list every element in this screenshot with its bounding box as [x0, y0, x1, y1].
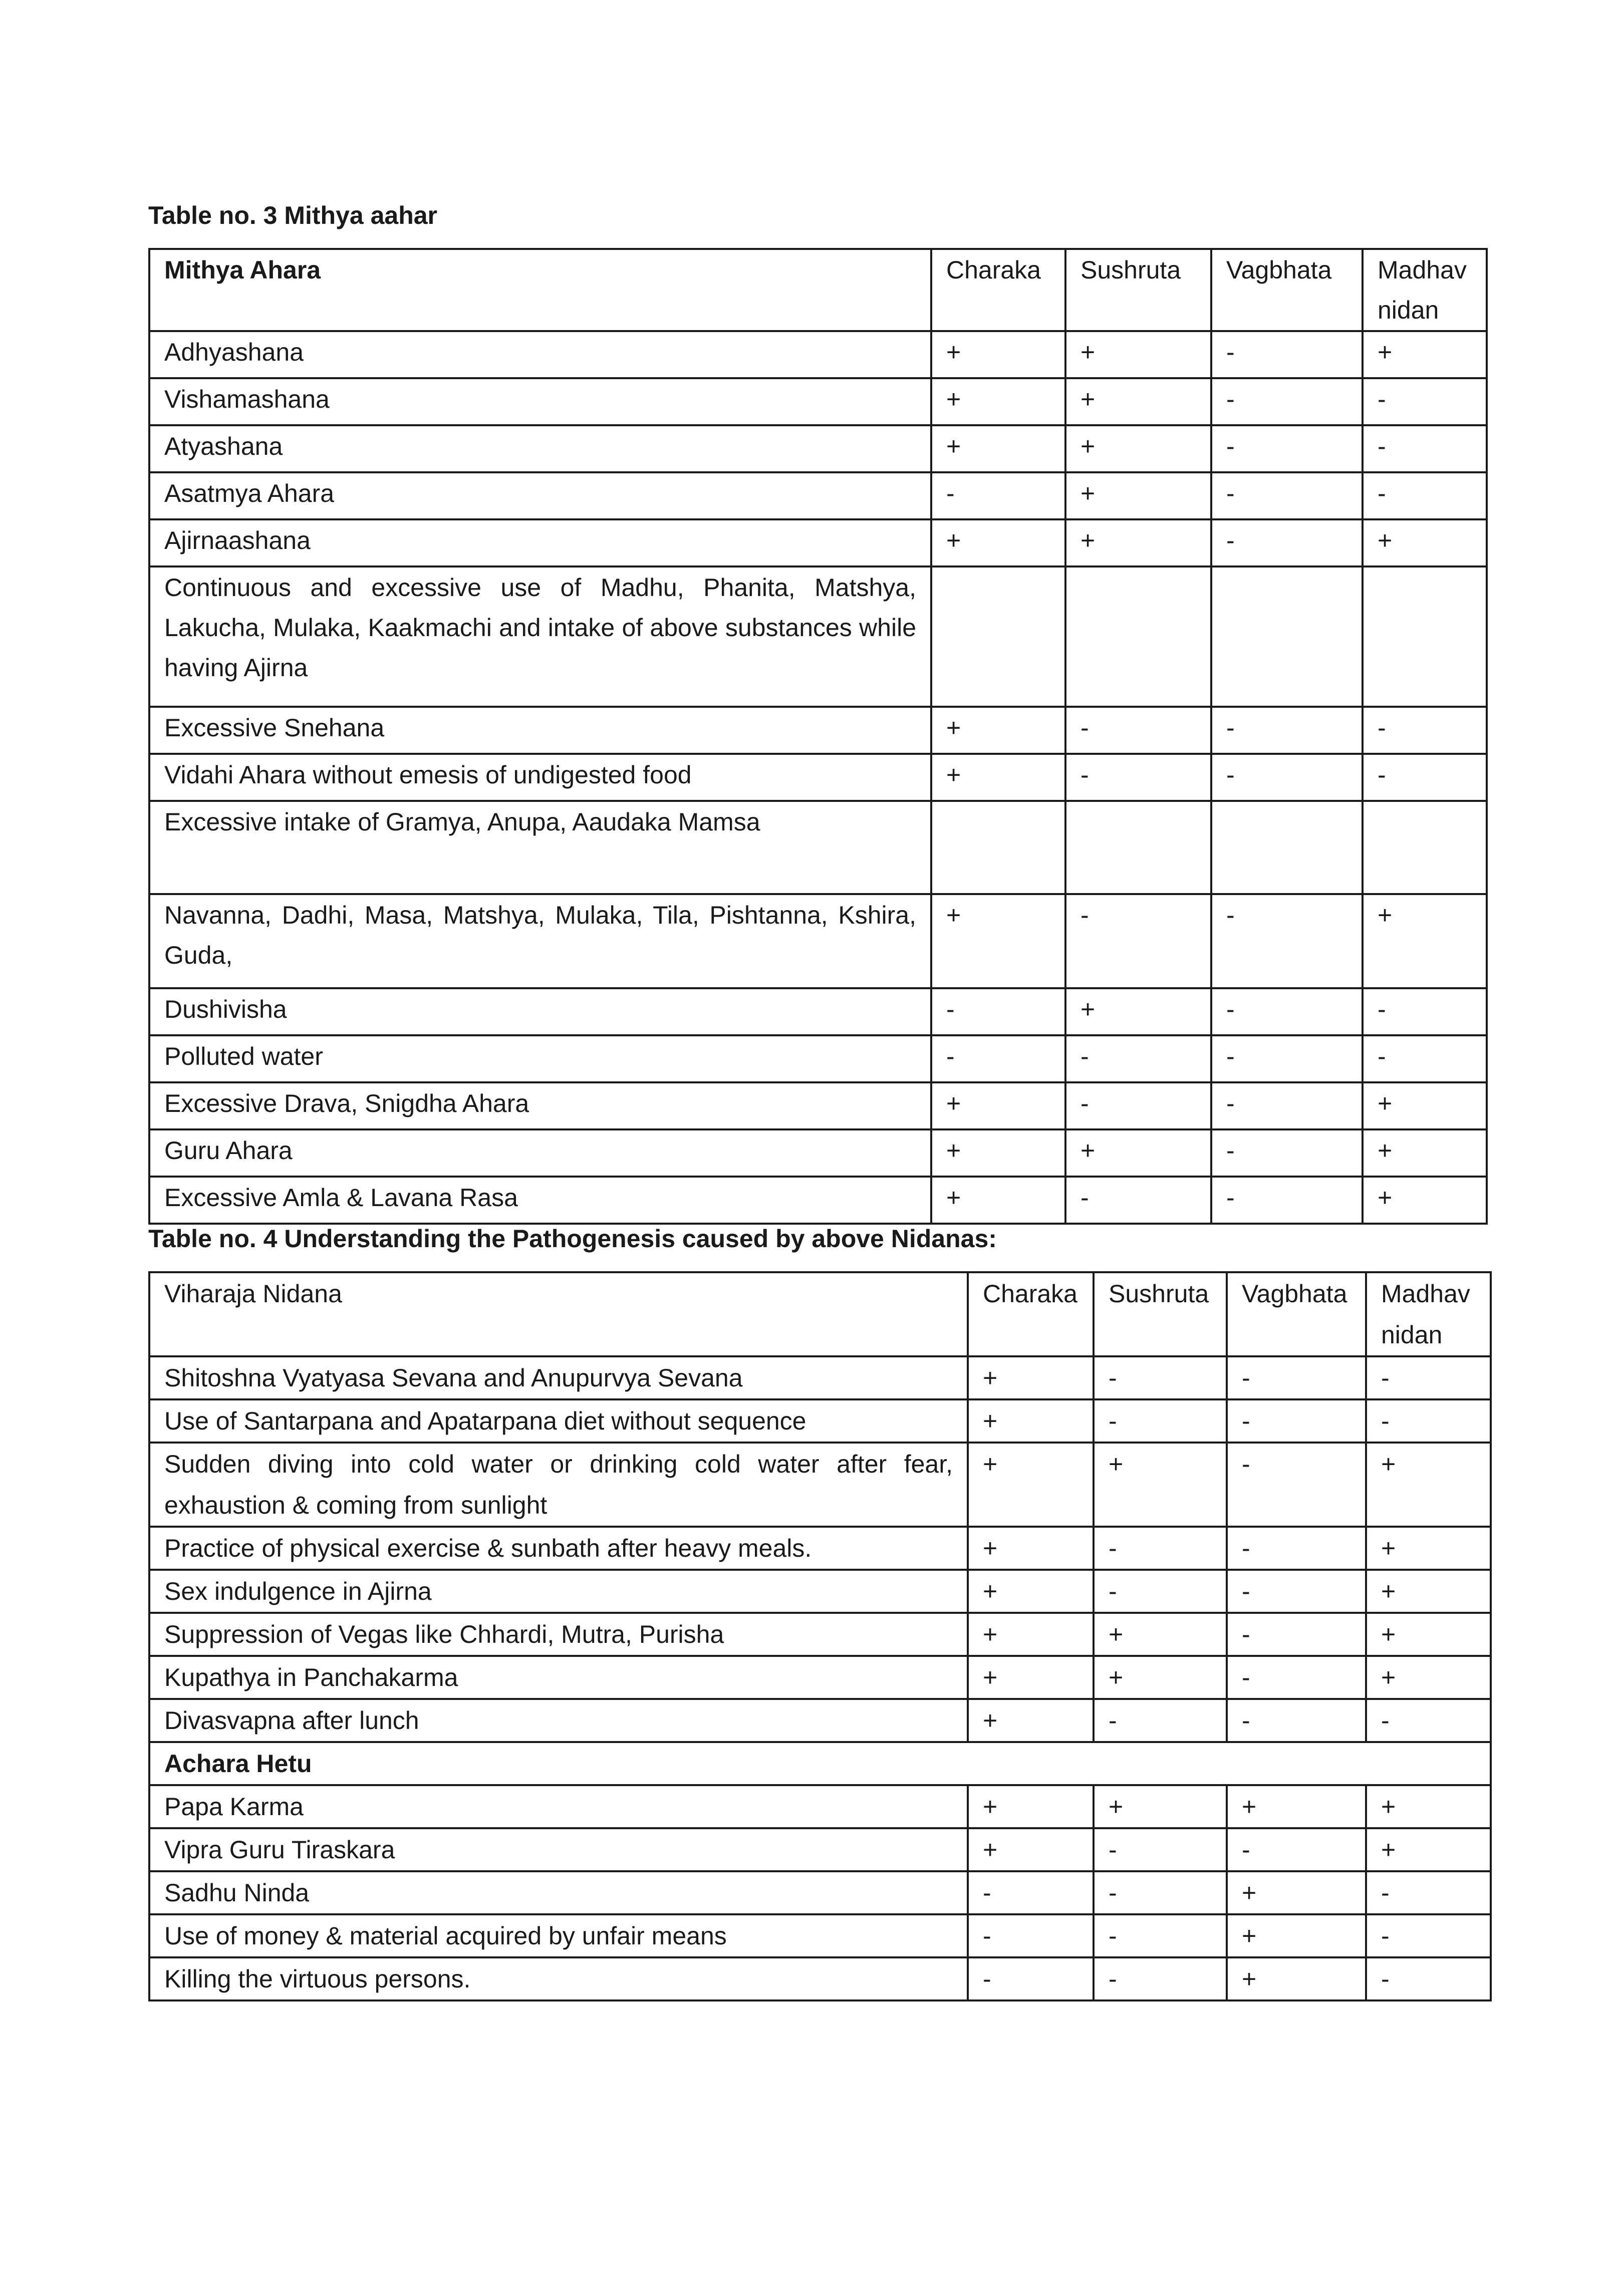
table-cell: + — [1366, 1570, 1491, 1613]
row-label: Use of Santarpana and Apatarpana diet without sequence — [149, 1399, 968, 1443]
table-cell: - — [1094, 1356, 1227, 1399]
table-cell: - — [1065, 1082, 1211, 1129]
header-cell: Charaka — [968, 1272, 1094, 1356]
table-row — [149, 1035, 1487, 1082]
row-label: Polluted water — [149, 1035, 931, 1082]
header-cell: Vagbhata — [1211, 249, 1363, 331]
header-cell: Viharaja Nidana — [149, 1272, 968, 1356]
row-label: Practice of physical exercise & sunbath after heavy meals. — [149, 1527, 968, 1570]
table-cell: - — [1227, 1399, 1366, 1443]
table-cell: - — [1094, 1570, 1227, 1613]
row-label: Vipra Guru Tiraskara — [149, 1828, 968, 1871]
table-cell: - — [1227, 1527, 1366, 1570]
table-cell — [1211, 801, 1363, 894]
table-cell: - — [1227, 1570, 1366, 1613]
table-row — [149, 801, 1487, 894]
row-label: Shitoshna Vyatyasa Sevana and Anupurvya Sevana — [149, 1356, 968, 1399]
table-cell: + — [931, 519, 1065, 566]
table-cell: - — [1227, 1656, 1366, 1699]
row-label: Vidahi Ahara without emesis of undigested food — [149, 754, 931, 801]
table-row — [149, 1129, 1487, 1177]
table-cell: - — [1094, 1871, 1227, 1914]
table-cell: - — [1065, 1177, 1211, 1224]
table-cell: - — [1211, 707, 1363, 754]
table-cell: - — [1227, 1356, 1366, 1399]
row-label: Kupathya in Panchakarma — [149, 1656, 968, 1699]
table-cell: - — [1366, 1914, 1491, 1957]
table-cell: + — [968, 1785, 1094, 1828]
row-label: Navanna, Dadhi, Masa, Matshya, Mulaka, Tila, Pishtanna, Kshira, Guda, — [149, 894, 931, 988]
table-cell: + — [931, 331, 1065, 378]
row-label: Atyashana — [149, 425, 931, 472]
table-row — [149, 754, 1487, 801]
table-cell: + — [1065, 519, 1211, 566]
table-cell: - — [1363, 1035, 1487, 1082]
table-cell: - — [1366, 1871, 1491, 1914]
table-cell: - — [1094, 1828, 1227, 1871]
row-label: Use of money & material acquired by unfair means — [149, 1914, 968, 1957]
table-cell: - — [1363, 472, 1487, 519]
table-cell: + — [1363, 1082, 1487, 1129]
table-cell: + — [1094, 1656, 1227, 1699]
table-cell: - — [931, 472, 1065, 519]
table-cell: + — [1366, 1527, 1491, 1570]
table-row — [149, 1177, 1487, 1224]
table-row — [149, 1399, 1491, 1443]
table-cell: + — [1363, 894, 1487, 988]
table-row — [149, 1828, 1491, 1871]
table-cell: - — [1227, 1828, 1366, 1871]
header-cell: Mithya Ahara — [149, 249, 931, 331]
table-row — [149, 1871, 1491, 1914]
header-cell: Madhav nidan — [1366, 1272, 1491, 1356]
table-header-row — [149, 249, 1487, 331]
table-row — [149, 1443, 1491, 1527]
table-cell: - — [1211, 425, 1363, 472]
table-row — [149, 331, 1487, 378]
table-cell: - — [968, 1957, 1094, 2000]
table-cell: - — [1211, 754, 1363, 801]
table-cell: + — [1094, 1613, 1227, 1656]
table-cell: - — [1366, 1356, 1491, 1399]
table-cell: - — [1065, 1035, 1211, 1082]
table-cell: - — [1211, 331, 1363, 378]
table-cell — [1363, 801, 1487, 894]
table-cell: + — [931, 707, 1065, 754]
table-row — [149, 472, 1487, 519]
row-label: Vishamashana — [149, 378, 931, 425]
table-cell — [931, 566, 1065, 707]
table-cell: - — [1211, 1129, 1363, 1177]
table-cell: + — [931, 1177, 1065, 1224]
table-cell — [1363, 566, 1487, 707]
section-heading-row — [149, 1742, 1491, 1785]
table-cell: - — [1363, 707, 1487, 754]
table-cell: - — [1227, 1613, 1366, 1656]
table-cell: + — [931, 425, 1065, 472]
row-label: Excessive Snehana — [149, 707, 931, 754]
row-label: Guru Ahara — [149, 1129, 931, 1177]
table-cell: + — [931, 378, 1065, 425]
table-cell: + — [1363, 1177, 1487, 1224]
row-label: Ajirnaashana — [149, 519, 931, 566]
table-cell: + — [1065, 378, 1211, 425]
table-cell: + — [1227, 1871, 1366, 1914]
table-cell: - — [1366, 1957, 1491, 2000]
table-cell: + — [1094, 1785, 1227, 1828]
table-header-row — [149, 1272, 1491, 1356]
table-cell: + — [931, 754, 1065, 801]
table-cell: + — [1366, 1656, 1491, 1699]
row-label: Dushivisha — [149, 988, 931, 1035]
table-cell: + — [968, 1356, 1094, 1399]
table-row — [149, 1957, 1491, 2000]
table-cell: + — [1363, 519, 1487, 566]
table-cell: + — [1227, 1785, 1366, 1828]
table-cell: + — [1065, 1129, 1211, 1177]
table4-caption: Table no. 4 Understanding the Pathogenesis caused by above Nidanas: — [148, 1225, 997, 1253]
table-cell: - — [1211, 472, 1363, 519]
table-row — [149, 378, 1487, 425]
table-cell: - — [1227, 1699, 1366, 1742]
row-label: Suppression of Vegas like Chhardi, Mutra, Purisha — [149, 1613, 968, 1656]
table-cell: + — [1227, 1957, 1366, 2000]
table-cell: + — [1363, 331, 1487, 378]
table-row — [149, 894, 1487, 988]
header-cell: Sushruta — [1065, 249, 1211, 331]
row-label: Sadhu Ninda — [149, 1871, 968, 1914]
table-cell: + — [1065, 425, 1211, 472]
row-label: Sex indulgence in Ajirna — [149, 1570, 968, 1613]
table-cell: + — [968, 1613, 1094, 1656]
table-cell: - — [1094, 1914, 1227, 1957]
section-heading: Achara Hetu — [149, 1742, 1491, 1785]
table-cell: - — [1366, 1699, 1491, 1742]
table-cell: - — [1065, 894, 1211, 988]
row-label: Continuous and excessive use of Madhu, Phanita, Matshya, Lakucha, Mulaka, Kaakmachi and intake of above substances while having Ajirna — [149, 566, 931, 707]
table-cell: - — [1227, 1443, 1366, 1527]
table-cell: + — [968, 1699, 1094, 1742]
table-cell: + — [968, 1656, 1094, 1699]
table-row — [149, 1570, 1491, 1613]
row-label: Excessive Drava, Snigdha Ahara — [149, 1082, 931, 1129]
table-cell — [1065, 801, 1211, 894]
header-cell: Madhav nidan — [1363, 249, 1487, 331]
row-label: Papa Karma — [149, 1785, 968, 1828]
table-cell: - — [968, 1871, 1094, 1914]
table-row — [149, 566, 1487, 707]
table-row — [149, 1914, 1491, 1957]
table-cell: + — [931, 1082, 1065, 1129]
table-row — [149, 1527, 1491, 1570]
header-cell: Vagbhata — [1227, 1272, 1366, 1356]
table-row — [149, 1613, 1491, 1656]
table-row — [149, 1082, 1487, 1129]
table-cell: - — [931, 1035, 1065, 1082]
row-label: Asatmya Ahara — [149, 472, 931, 519]
table-cell: - — [1363, 754, 1487, 801]
table-cell: - — [1366, 1399, 1491, 1443]
table-cell: - — [931, 988, 1065, 1035]
row-label: Sudden diving into cold water or drinking cold water after fear, exhaustion & coming from sunlight — [149, 1443, 968, 1527]
table-cell: + — [931, 894, 1065, 988]
table-cell: - — [1211, 519, 1363, 566]
header-cell: Charaka — [931, 249, 1065, 331]
table-cell: - — [1094, 1527, 1227, 1570]
table-cell: - — [1363, 378, 1487, 425]
header-cell: Sushruta — [1094, 1272, 1227, 1356]
row-label: Adhyashana — [149, 331, 931, 378]
table-cell: + — [1227, 1914, 1366, 1957]
table-row — [149, 425, 1487, 472]
table-cell: - — [1211, 894, 1363, 988]
table-cell: - — [1094, 1957, 1227, 2000]
table-cell: - — [1363, 425, 1487, 472]
table-cell: - — [1363, 988, 1487, 1035]
table-row — [149, 1785, 1491, 1828]
table-cell: - — [1094, 1399, 1227, 1443]
row-label: Excessive intake of Gramya, Anupa, Aaudaka Mamsa — [149, 801, 931, 894]
table-row — [149, 707, 1487, 754]
table3-caption: Table no. 3 Mithya aahar — [148, 201, 438, 229]
table-cell: + — [1065, 472, 1211, 519]
table-cell: + — [1363, 1129, 1487, 1177]
table-cell: + — [1366, 1443, 1491, 1527]
table-cell: + — [968, 1399, 1094, 1443]
table-cell: - — [1211, 1035, 1363, 1082]
table-cell: + — [968, 1527, 1094, 1570]
table-cell: + — [1065, 331, 1211, 378]
table-cell: - — [1211, 1082, 1363, 1129]
table-cell: - — [968, 1914, 1094, 1957]
table-cell — [1065, 566, 1211, 707]
table-cell: + — [1366, 1613, 1491, 1656]
table-cell — [1211, 566, 1363, 707]
table-cell: + — [931, 1129, 1065, 1177]
row-label: Excessive Amla & Lavana Rasa — [149, 1177, 931, 1224]
table-cell: + — [968, 1443, 1094, 1527]
table-cell: + — [968, 1828, 1094, 1871]
table-cell: + — [1094, 1443, 1227, 1527]
table-cell: - — [1211, 378, 1363, 425]
table-cell: - — [1065, 707, 1211, 754]
table-cell: - — [1211, 1177, 1363, 1224]
row-label: Killing the virtuous persons. — [149, 1957, 968, 2000]
table-row — [149, 1699, 1491, 1742]
table-row — [149, 519, 1487, 566]
table-cell: - — [1211, 988, 1363, 1035]
table-cell: + — [1366, 1828, 1491, 1871]
row-label: Divasvapna after lunch — [149, 1699, 968, 1742]
pathogenesis-table — [148, 1271, 1492, 2001]
table-cell: + — [1065, 988, 1211, 1035]
table-cell — [931, 801, 1065, 894]
table-cell: - — [1065, 754, 1211, 801]
table-row — [149, 1356, 1491, 1399]
mithya-ahara-table — [148, 248, 1488, 1225]
table-row — [149, 1656, 1491, 1699]
table-row — [149, 988, 1487, 1035]
table-cell: - — [1094, 1699, 1227, 1742]
table-cell: + — [1366, 1785, 1491, 1828]
table-cell: + — [968, 1570, 1094, 1613]
